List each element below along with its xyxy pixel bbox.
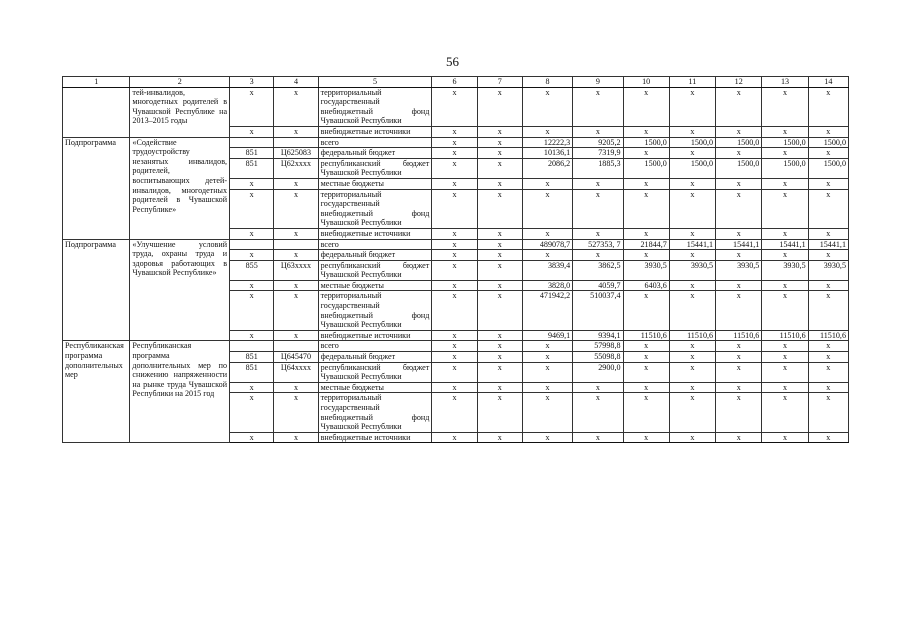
value-cell: x (477, 362, 522, 382)
value-cell: x (477, 228, 522, 239)
value-cell: x (522, 178, 572, 189)
value-cell: x (432, 189, 477, 228)
value-cell: x (623, 352, 669, 363)
value-cell: x (432, 148, 477, 159)
value-cell: x (477, 148, 522, 159)
table-row (63, 239, 849, 250)
program-status-cell: Подпрограмма (63, 239, 130, 341)
column-header-2: 2 (130, 77, 230, 88)
value-cell: 3930,5 (762, 260, 808, 280)
value-cell: x (432, 291, 477, 330)
budget-code-cell: Ц62хххх (274, 158, 318, 178)
value-cell: 1500,0 (623, 158, 669, 178)
value-cell: x (477, 87, 522, 126)
value-cell: x (432, 239, 477, 250)
value-cell: x (522, 189, 572, 228)
column-header-12: 12 (716, 77, 762, 88)
value-cell: x (762, 382, 808, 393)
admin-code-cell: x (230, 228, 274, 239)
value-cell: x (808, 250, 848, 261)
value-cell: x (477, 341, 522, 352)
value-cell: x (623, 148, 669, 159)
value-cell: x (432, 126, 477, 137)
value-cell: x (432, 260, 477, 280)
value-cell: x (762, 87, 808, 126)
value-cell: x (716, 148, 762, 159)
value-cell: 527353, 7 (573, 239, 623, 250)
value-cell: x (477, 158, 522, 178)
admin-code-cell: 851 (230, 158, 274, 178)
value-cell: x (669, 228, 715, 239)
budget-code-cell: Ц645470 (274, 352, 318, 363)
value-cell: x (573, 87, 623, 126)
admin-code-cell: x (230, 87, 274, 126)
value-cell: x (716, 228, 762, 239)
value-cell: x (669, 126, 715, 137)
value-cell: 3930,5 (623, 260, 669, 280)
value-cell: x (808, 291, 848, 330)
value-cell: x (808, 362, 848, 382)
value-cell: x (432, 250, 477, 261)
value-cell: x (573, 432, 623, 443)
value-cell: x (477, 137, 522, 148)
admin-code-cell: x (230, 393, 274, 432)
value-cell: x (669, 291, 715, 330)
value-cell: 3839,4 (522, 260, 572, 280)
value-cell: x (716, 382, 762, 393)
value-cell: x (762, 291, 808, 330)
value-cell: 3930,5 (808, 260, 848, 280)
value-cell: x (623, 228, 669, 239)
column-header-1: 1 (63, 77, 130, 88)
value-cell: 3930,5 (669, 260, 715, 280)
program-name-cell: «Улучшение условий труда, охраны труда и здоровья работающих в Чувашской Республике» (130, 239, 230, 341)
value-cell: x (477, 189, 522, 228)
value-cell: x (522, 126, 572, 137)
admin-code-cell: x (230, 178, 274, 189)
value-cell: 3828,0 (522, 280, 572, 291)
column-header-9: 9 (573, 77, 623, 88)
value-cell: 15441,1 (808, 239, 848, 250)
value-cell: x (477, 330, 522, 341)
value-cell: x (716, 87, 762, 126)
value-cell: x (808, 189, 848, 228)
value-cell: x (522, 432, 572, 443)
value-cell: 9205,2 (573, 137, 623, 148)
value-cell: 55098,8 (573, 352, 623, 363)
column-header-11: 11 (669, 77, 715, 88)
value-cell: x (623, 432, 669, 443)
funding-source-cell: всего (318, 341, 432, 352)
admin-code-cell (230, 341, 274, 352)
value-cell: x (669, 87, 715, 126)
admin-code-cell (230, 137, 274, 148)
value-cell: 489078,7 (522, 239, 572, 250)
value-cell: 11510,6 (716, 330, 762, 341)
value-cell: x (623, 189, 669, 228)
value-cell: 15441,1 (716, 239, 762, 250)
value-cell: x (623, 87, 669, 126)
value-cell: x (762, 341, 808, 352)
value-cell: 21844,7 (623, 239, 669, 250)
value-cell: x (808, 148, 848, 159)
funding-source-cell: территориальный государственный внебюджетный фонд Чувашской Республики (318, 291, 432, 330)
budget-code-cell: x (274, 393, 318, 432)
value-cell: x (623, 250, 669, 261)
value-cell: x (762, 178, 808, 189)
value-cell: x (432, 382, 477, 393)
funding-source-cell: республиканский бюджет Чувашской Республики (318, 158, 432, 178)
budget-code-cell: x (274, 126, 318, 137)
budget-code-cell: x (274, 280, 318, 291)
funding-source-cell: республиканский бюджет Чувашской Республики (318, 260, 432, 280)
admin-code-cell: x (230, 291, 274, 330)
column-header-10: 10 (623, 77, 669, 88)
value-cell: x (573, 228, 623, 239)
budget-table (62, 76, 849, 443)
funding-source-cell: территориальный государственный внебюджетный фонд Чувашской Республики (318, 87, 432, 126)
admin-code-cell: 851 (230, 352, 274, 363)
budget-code-cell: x (274, 178, 318, 189)
value-cell: x (762, 250, 808, 261)
budget-code-cell: x (274, 189, 318, 228)
value-cell: x (716, 362, 762, 382)
value-cell: 9469,1 (522, 330, 572, 341)
value-cell: 1500,0 (716, 137, 762, 148)
value-cell: x (623, 362, 669, 382)
value-cell: x (522, 87, 572, 126)
value-cell: x (623, 178, 669, 189)
value-cell: x (432, 341, 477, 352)
budget-code-cell: x (274, 432, 318, 443)
value-cell: x (522, 352, 572, 363)
value-cell: 1500,0 (762, 137, 808, 148)
value-cell: x (716, 189, 762, 228)
value-cell: x (808, 432, 848, 443)
value-cell: x (477, 280, 522, 291)
budget-code-cell: Ц625083 (274, 148, 318, 159)
value-cell: 3862,5 (573, 260, 623, 280)
table-row (63, 341, 849, 352)
column-header-3: 3 (230, 77, 274, 88)
admin-code-cell: x (230, 382, 274, 393)
value-cell: x (808, 178, 848, 189)
funding-source-cell: внебюджетные источники (318, 432, 432, 443)
value-cell: 1885,3 (573, 158, 623, 178)
value-cell: x (808, 87, 848, 126)
value-cell: x (623, 126, 669, 137)
table-header-row (63, 77, 849, 88)
value-cell: x (432, 362, 477, 382)
value-cell: x (573, 178, 623, 189)
value-cell: x (716, 352, 762, 363)
value-cell: 11510,6 (762, 330, 808, 341)
value-cell: x (522, 382, 572, 393)
program-status-cell: Республиканская программа дополнительных мер (63, 341, 130, 443)
value-cell: x (669, 189, 715, 228)
funding-source-cell: республиканский бюджет Чувашской Республики (318, 362, 432, 382)
value-cell: x (522, 362, 572, 382)
funding-source-cell: федеральный бюджет (318, 352, 432, 363)
value-cell: x (669, 352, 715, 363)
value-cell: x (669, 393, 715, 432)
value-cell: 1500,0 (808, 137, 848, 148)
value-cell: x (623, 382, 669, 393)
value-cell: x (762, 362, 808, 382)
page-number: 56 (446, 54, 459, 69)
budget-code-cell: Ц63хххх (274, 260, 318, 280)
value-cell: 11510,6 (808, 330, 848, 341)
admin-code-cell: 851 (230, 148, 274, 159)
value-cell: 2900,0 (573, 362, 623, 382)
value-cell: 11510,6 (623, 330, 669, 341)
funding-source-cell: территориальный государственный внебюджетный фонд Чувашской Республики (318, 393, 432, 432)
value-cell: x (477, 239, 522, 250)
column-header-13: 13 (762, 77, 808, 88)
column-header-7: 7 (477, 77, 522, 88)
value-cell: x (573, 250, 623, 261)
value-cell: x (669, 148, 715, 159)
value-cell: x (432, 330, 477, 341)
column-header-6: 6 (432, 77, 477, 88)
value-cell: x (623, 291, 669, 330)
value-cell: x (669, 280, 715, 291)
value-cell: x (477, 291, 522, 330)
value-cell: x (432, 393, 477, 432)
value-cell: x (522, 393, 572, 432)
value-cell: x (477, 393, 522, 432)
funding-source-cell: территориальный государственный внебюджетный фонд Чувашской Республики (318, 189, 432, 228)
value-cell: x (808, 393, 848, 432)
value-cell: x (573, 126, 623, 137)
value-cell: x (573, 382, 623, 393)
value-cell: x (522, 250, 572, 261)
value-cell: x (808, 341, 848, 352)
value-cell: x (477, 382, 522, 393)
value-cell: x (762, 393, 808, 432)
budget-code-cell: x (274, 330, 318, 341)
value-cell: x (477, 250, 522, 261)
value-cell: x (669, 178, 715, 189)
column-header-4: 4 (274, 77, 318, 88)
value-cell: x (716, 393, 762, 432)
budget-code-cell (274, 137, 318, 148)
value-cell: 3930,5 (716, 260, 762, 280)
value-cell: 1500,0 (669, 158, 715, 178)
value-cell: x (432, 352, 477, 363)
funding-source-cell: всего (318, 239, 432, 250)
funding-source-cell: федеральный бюджет (318, 148, 432, 159)
value-cell: 57998,8 (573, 341, 623, 352)
value-cell: 15441,1 (762, 239, 808, 250)
value-cell: x (716, 250, 762, 261)
value-cell: x (762, 352, 808, 363)
value-cell: 471942,2 (522, 291, 572, 330)
value-cell: 1500,0 (716, 158, 762, 178)
admin-code-cell: x (230, 189, 274, 228)
value-cell: x (432, 87, 477, 126)
budget-code-cell (274, 341, 318, 352)
admin-code-cell: x (230, 432, 274, 443)
value-cell: x (716, 291, 762, 330)
value-cell: x (477, 260, 522, 280)
value-cell: x (432, 432, 477, 443)
value-cell: x (669, 250, 715, 261)
budget-code-cell: Ц64хххх (274, 362, 318, 382)
value-cell: x (716, 341, 762, 352)
value-cell: 510037,4 (573, 291, 623, 330)
value-cell: 15441,1 (669, 239, 715, 250)
funding-source-cell: внебюджетные источники (318, 330, 432, 341)
value-cell: x (432, 137, 477, 148)
value-cell: 10136,1 (522, 148, 572, 159)
column-header-14: 14 (808, 77, 848, 88)
value-cell: 1500,0 (762, 158, 808, 178)
program-name-cell: «Содействие трудоустройству незанятых инвалидов, родителей, воспитывающих детей-инвалидов, многодетных родителей в Чувашской Республике» (130, 137, 230, 239)
value-cell: 2086,2 (522, 158, 572, 178)
funding-source-cell: внебюджетные источники (318, 228, 432, 239)
value-cell: 4059,7 (573, 280, 623, 291)
budget-code-cell: x (274, 291, 318, 330)
value-cell: 7319,9 (573, 148, 623, 159)
value-cell: x (669, 432, 715, 443)
program-name-cell: Республиканская программа дополнительных мер по снижению напряженности на рынке труда Чувашской Республики на 2015 год (130, 341, 230, 443)
funding-source-cell: всего (318, 137, 432, 148)
value-cell: 1500,0 (623, 137, 669, 148)
value-cell: x (477, 178, 522, 189)
value-cell: x (522, 228, 572, 239)
admin-code-cell: x (230, 280, 274, 291)
value-cell: x (623, 341, 669, 352)
value-cell: 6403,6 (623, 280, 669, 291)
budget-code-cell: x (274, 87, 318, 126)
program-name-cell: тей-инвалидов, многодетных родителей в Чувашской Республике на 2013–2015 годы (130, 87, 230, 137)
funding-source-cell: внебюджетные источники (318, 126, 432, 137)
value-cell: x (762, 148, 808, 159)
table-row (63, 137, 849, 148)
program-status-cell: Подпрограмма (63, 137, 130, 239)
value-cell: x (808, 352, 848, 363)
value-cell: x (762, 228, 808, 239)
value-cell: x (762, 280, 808, 291)
budget-code-cell: x (274, 228, 318, 239)
value-cell: x (623, 393, 669, 432)
value-cell: x (716, 432, 762, 443)
budget-code-cell: x (274, 250, 318, 261)
value-cell: x (522, 341, 572, 352)
funding-source-cell: федеральный бюджет (318, 250, 432, 261)
funding-source-cell: местные бюджеты (318, 382, 432, 393)
value-cell: x (716, 126, 762, 137)
value-cell: x (716, 178, 762, 189)
column-header-8: 8 (522, 77, 572, 88)
admin-code-cell: x (230, 330, 274, 341)
admin-code-cell (230, 239, 274, 250)
value-cell: 11510,6 (669, 330, 715, 341)
admin-code-cell: 855 (230, 260, 274, 280)
value-cell: x (808, 280, 848, 291)
value-cell: x (477, 352, 522, 363)
budget-code-cell: x (274, 382, 318, 393)
value-cell: x (808, 382, 848, 393)
value-cell: 1500,0 (808, 158, 848, 178)
value-cell: 1500,0 (669, 137, 715, 148)
value-cell: x (716, 280, 762, 291)
program-status-cell (63, 87, 130, 137)
value-cell: x (762, 432, 808, 443)
value-cell: x (477, 432, 522, 443)
budget-code-cell (274, 239, 318, 250)
value-cell: x (432, 178, 477, 189)
value-cell: x (669, 362, 715, 382)
value-cell: x (669, 382, 715, 393)
admin-code-cell: x (230, 126, 274, 137)
value-cell: x (808, 228, 848, 239)
value-cell: x (808, 126, 848, 137)
value-cell: x (477, 126, 522, 137)
value-cell: 9394,1 (573, 330, 623, 341)
admin-code-cell: 851 (230, 362, 274, 382)
admin-code-cell: x (230, 250, 274, 261)
value-cell: x (432, 228, 477, 239)
value-cell: x (573, 189, 623, 228)
table-row (63, 87, 849, 126)
funding-source-cell: местные бюджеты (318, 178, 432, 189)
value-cell: x (762, 189, 808, 228)
value-cell: x (573, 393, 623, 432)
value-cell: 12222,3 (522, 137, 572, 148)
value-cell: x (669, 341, 715, 352)
value-cell: x (432, 158, 477, 178)
funding-source-cell: местные бюджеты (318, 280, 432, 291)
column-header-5: 5 (318, 77, 432, 88)
value-cell: x (762, 126, 808, 137)
value-cell: x (432, 280, 477, 291)
